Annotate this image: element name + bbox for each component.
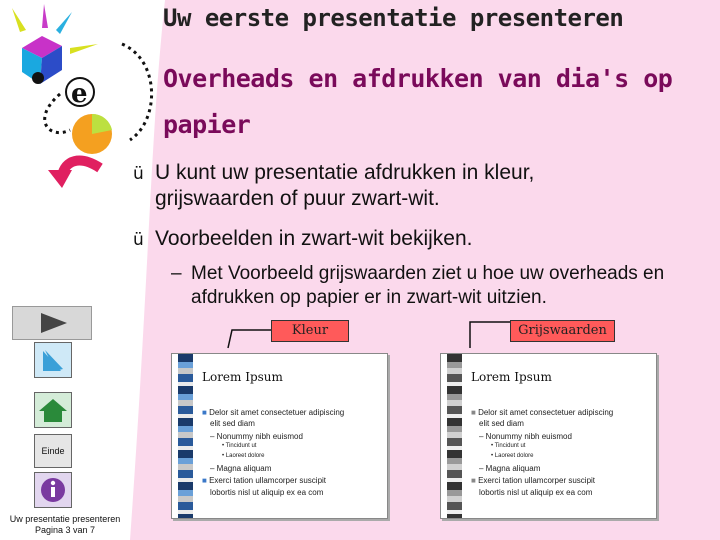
home-icon bbox=[35, 393, 71, 427]
page-number: Pagina 3 van 7 bbox=[34, 525, 96, 535]
slide-line: – Nonummy nibh euismod bbox=[479, 432, 572, 441]
sub-bullet-text: Met Voorbeeld grijswaarden ziet u hoe uw overheads en afdrukken op papier er in zwart-wit uitzien. bbox=[191, 263, 665, 308]
slide-line: – Nonummy nibh euismod bbox=[210, 432, 303, 441]
next-slide-button[interactable] bbox=[12, 306, 92, 340]
slide-strip bbox=[447, 354, 462, 518]
svg-text:e: e bbox=[71, 79, 88, 109]
dash-marker: – bbox=[171, 263, 182, 284]
page-title: Uw eerste presentatie presenteren bbox=[163, 4, 624, 32]
slide-line: elit sed diam bbox=[479, 419, 524, 428]
info-icon bbox=[35, 473, 71, 507]
info-button[interactable] bbox=[34, 472, 72, 508]
slide-line: • Laoreet dolore bbox=[491, 453, 534, 459]
slide-line: ■ Exerci tation ullamcorper suscipit bbox=[202, 476, 327, 485]
bullet-text: Voorbeelden in zwart-wit bekijken. bbox=[155, 227, 473, 250]
footer-title: Uw presentatie presenteren bbox=[9, 514, 121, 524]
previous-slide-button[interactable] bbox=[34, 342, 72, 378]
back-arrow-icon bbox=[35, 343, 71, 377]
callout-color: Kleur bbox=[271, 320, 349, 342]
slide-line: ■ Delor sit amet consectetuer adipiscing bbox=[202, 408, 345, 417]
slide-preview-grayscale bbox=[440, 353, 657, 519]
slide-line: • Tincidunt ut bbox=[491, 443, 526, 449]
slide-preview-color bbox=[171, 353, 388, 519]
home-button[interactable] bbox=[34, 392, 72, 428]
slide-line: ■ Exerci tation ullamcorper suscipit bbox=[471, 476, 596, 485]
callout-grayscale: Grijswaarden bbox=[510, 320, 615, 342]
slide-line: ■ Delor sit amet consectetuer adipiscing bbox=[471, 408, 614, 417]
slide-line: – Magna aliquam bbox=[479, 464, 541, 473]
slide-title: Lorem Ipsum bbox=[202, 370, 283, 384]
slide-line: elit sed diam bbox=[210, 419, 255, 428]
check-icon: ü bbox=[133, 230, 144, 250]
slide-strip bbox=[178, 354, 193, 518]
play-icon bbox=[13, 307, 91, 339]
check-icon: ü bbox=[133, 164, 144, 184]
slide-line: • Tincidunt ut bbox=[222, 443, 257, 449]
slide-line: – Magna aliquam bbox=[210, 464, 272, 473]
bullet-text: U kunt uw presentatie afdrukken in kleur, grijswaarden of puur zwart-wit. bbox=[155, 161, 535, 210]
page-subtitle: Overheads en afdrukken van dia's op papier bbox=[163, 64, 673, 139]
end-button[interactable]: Einde bbox=[34, 434, 72, 468]
slide-title: Lorem Ipsum bbox=[471, 370, 552, 384]
slide-line: lobortis nisl ut aliquip ex ea com bbox=[210, 488, 324, 497]
slide-line: • Laoreet dolore bbox=[222, 453, 265, 459]
slide-line: lobortis nisl ut aliquip ex ea com bbox=[479, 488, 593, 497]
